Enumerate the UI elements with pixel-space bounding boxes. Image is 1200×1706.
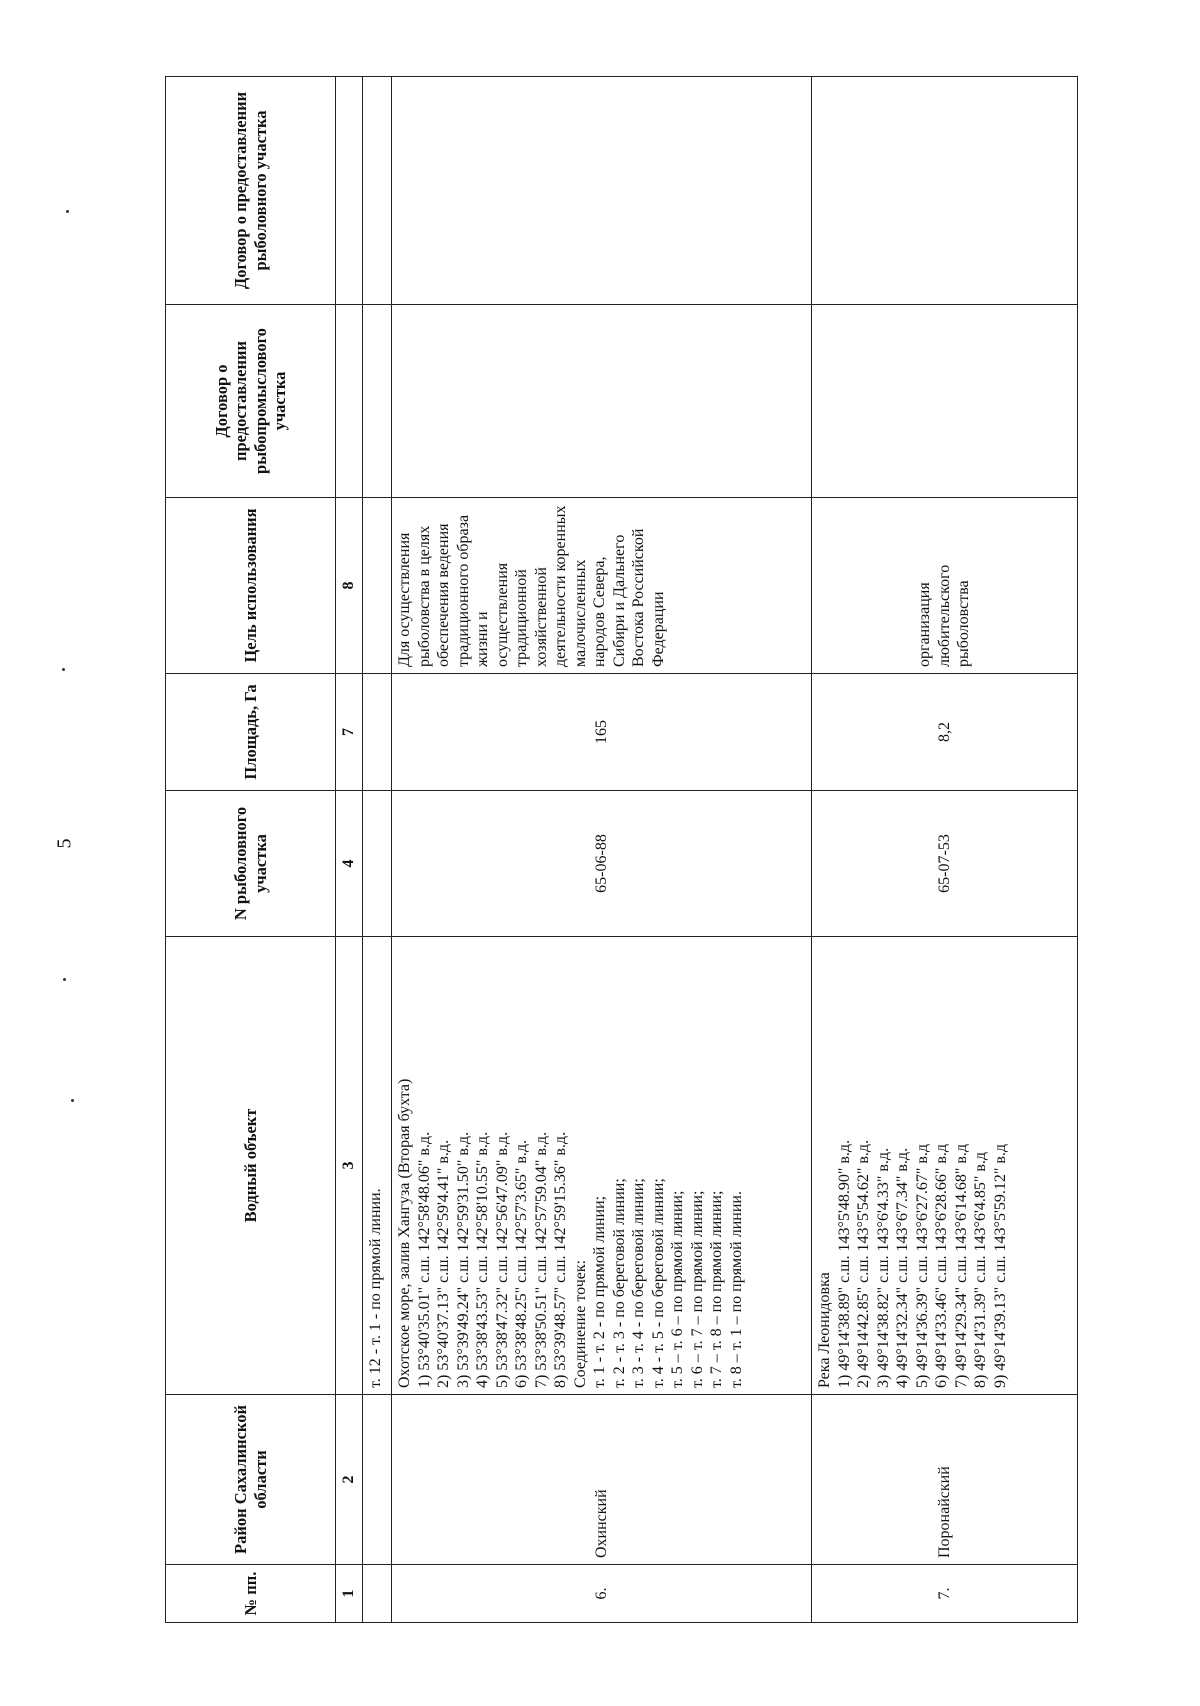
- purpose-cell: организация любительского рыболовства: [812, 498, 1078, 674]
- site-number-cell: 65-07-53: [812, 791, 1078, 937]
- colnum-10: [336, 77, 363, 305]
- coordinate-point: 1) 49°14'38.89" с.ш. 143°5'48.90" в.д.: [835, 1139, 853, 1388]
- continuation-text: т. 12 - т. 1 - по прямой линии.: [363, 937, 392, 1395]
- coordinate-point: 6) 53°38'48.25" с.ш. 142°57'3.65" в.д.: [513, 1139, 531, 1388]
- row-number: 6.: [392, 1565, 812, 1623]
- coordinate-point: 8) 53°39'48.57" с.ш. 142°59'15.36" в.д.: [552, 1131, 570, 1388]
- coordinate-point: 3) 49°14'38.82" с.ш. 143°6'4.33" в.д.: [874, 1147, 892, 1388]
- cell-empty: [363, 498, 392, 674]
- header-area: Площадь, Га: [166, 674, 336, 791]
- cell-empty: [363, 791, 392, 937]
- fishing-sites-table: [165, 76, 1078, 1623]
- connection-line: т. 5 – т. 6 – по прямой линии;: [669, 1190, 687, 1388]
- coordinate-point: 5) 49°14'36.39" с.ш. 143°6'27.67" в.д: [913, 1143, 931, 1388]
- colnum-9: [336, 305, 363, 498]
- colnum-2: 2: [336, 1395, 363, 1565]
- header-water-object: Водный объект: [166, 937, 336, 1395]
- commercial-contract-cell: [392, 305, 812, 498]
- header-purpose: Цель использования: [166, 498, 336, 674]
- district-cell: Поронайский: [812, 1395, 1078, 1565]
- coordinate-point: 7) 49°14'29.34" с.ш. 143°6'14.68" в.д: [952, 1143, 970, 1388]
- page-number: 5: [53, 838, 76, 849]
- cell-empty: [363, 305, 392, 498]
- connection-line: т. 8 – т. 1 – по прямой линии.: [727, 1191, 745, 1388]
- coordinate-point: 5) 53°38'47.32" с.ш. 142°56'47.09" в.д.: [493, 1131, 511, 1388]
- row-number: 7.: [812, 1565, 1078, 1623]
- water-object-cell: [812, 937, 1078, 1395]
- coordinate-point: 3) 53°39'49.24" с.ш. 142°59'31.50" в.д.: [454, 1131, 472, 1388]
- area-cell: 165: [392, 674, 812, 791]
- coordinate-point: 6) 49°14'33.46" с.ш. 143°6'28.66" в.д: [933, 1143, 951, 1388]
- header-commercial-contract: Договор о предоставлении рыбопромыслового участка: [166, 305, 336, 498]
- rotated-table-container: [165, 77, 1078, 1623]
- coordinate-point: 8) 49°14'31.39" с.ш. 143°6'4.85" в.д: [972, 1151, 990, 1388]
- header-district: Район Сахалинской области: [166, 1395, 336, 1565]
- cell-empty: [363, 1395, 392, 1565]
- coordinate-point: 7) 53°38'50.51" с.ш. 142°57'59.04" в.д.: [532, 1131, 550, 1388]
- scan-speck: [63, 978, 66, 981]
- scan-speck: [62, 668, 65, 671]
- colnum-7: 7: [336, 674, 363, 791]
- coordinate-point: 1) 53°40'35.01" с.ш. 142°58'48.06" в.д.: [415, 1131, 433, 1388]
- connection-line: т. 6 – т. 7 – по прямой линии;: [688, 1190, 706, 1388]
- header-row: [166, 77, 336, 1623]
- connection-line: т. 2 - т. 3 - по береговой линии;: [610, 1178, 628, 1388]
- table-row: [392, 77, 812, 1623]
- commercial-contract-cell: [812, 305, 1078, 498]
- connection-line: т. 4 - т. 5 - по береговой линии;: [649, 1178, 667, 1388]
- coordinate-point: 4) 53°38'43.53" с.ш. 142°58'10.55" в.д.: [474, 1131, 492, 1388]
- colnum-1: 1: [336, 1565, 363, 1623]
- district-cell: Охинский: [392, 1395, 812, 1565]
- cell-empty: [363, 77, 392, 305]
- connection-line: т. 3 - т. 4 - по береговой линии;: [630, 1178, 648, 1388]
- water-object-title: Река Леонидовка: [816, 1272, 833, 1388]
- fishing-contract-cell: [812, 77, 1078, 305]
- table-row: [812, 77, 1078, 1623]
- coordinate-point: 9) 49°14'39.13" с.ш. 143°5'59.12" в.д: [991, 1143, 1009, 1388]
- cell-empty: [363, 674, 392, 791]
- water-object-cell: [392, 937, 812, 1395]
- site-number-cell: 65-06-88: [392, 791, 812, 937]
- coordinate-point: 2) 53°40'37.13" с.ш. 142°59'4.41" в.д.: [435, 1139, 453, 1388]
- header-fishing-contract: Договор о предоставлении рыболовного участка: [166, 77, 336, 305]
- table-frame: [165, 77, 1078, 1623]
- column-number-row: [336, 77, 363, 1623]
- connection-title: Соединение точек:: [571, 1259, 589, 1388]
- colnum-4: 4: [336, 791, 363, 937]
- connection-line: т. 1 - т. 2 - по прямой линии;: [591, 1195, 609, 1388]
- continuation-row: [363, 77, 392, 1623]
- fishing-contract-cell: [392, 77, 812, 305]
- header-site-number: N рыболовного участка: [166, 791, 336, 937]
- area-cell: 8,2: [812, 674, 1078, 791]
- colnum-3: 3: [336, 937, 363, 1395]
- scan-speck: [66, 210, 69, 213]
- scan-speck: [71, 1099, 74, 1102]
- header-number: № пп.: [166, 1565, 336, 1623]
- water-object-title: Охотское море, залив Хангуза (Вторая бухта): [396, 1078, 413, 1388]
- coordinate-point: 2) 49°14'42.85" с.ш. 143°5'54.62" в.д.: [855, 1139, 873, 1388]
- cell-empty: [363, 1565, 392, 1623]
- purpose-cell: Для осуществления рыболовства в целях обеспечения ведения традиционного образа жизни и осуществления традиционной хозяйственной деятельности коренных малочисленных народов Севера, Сибири и Дальнего Востока Российской Федерации: [392, 498, 812, 674]
- coordinate-point: 4) 49°14'32.34" с.ш. 143°6'7.34" в.д.: [894, 1147, 912, 1388]
- connection-line: т. 7 – т. 8 – по прямой линии;: [708, 1190, 726, 1388]
- colnum-8: 8: [336, 498, 363, 674]
